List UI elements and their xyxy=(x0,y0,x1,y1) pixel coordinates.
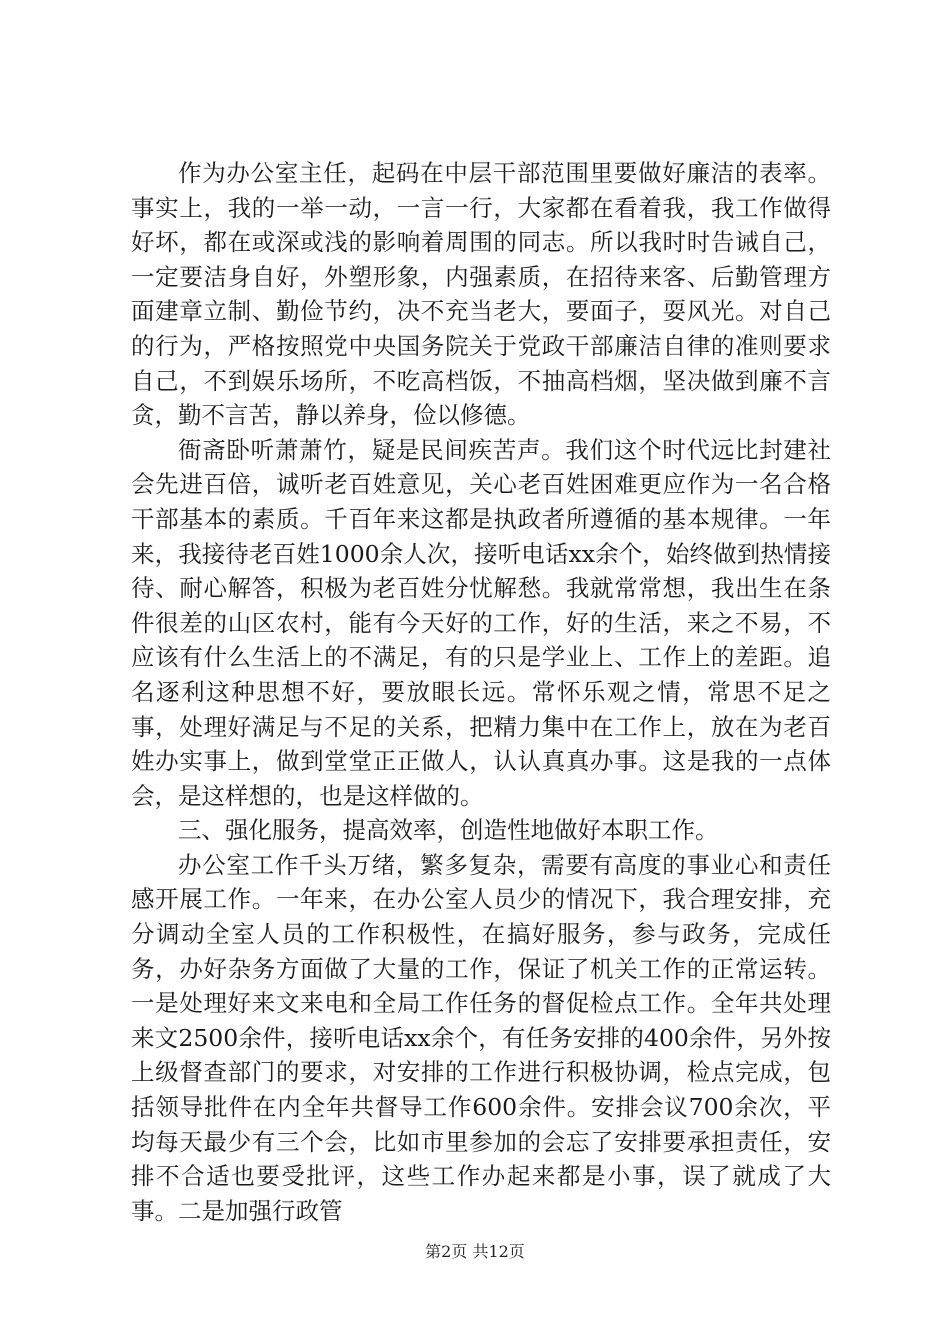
document-body xyxy=(131,156,831,1228)
page-footer: 第2页 共12页 xyxy=(425,1242,525,1261)
paragraph-integrity: 作为办公室主任，起码在中层干部范围里要做好廉洁的表率。事实上，我的一举一动，一言一行，大家都在看着我，我工作做得好坏，都在或深或浅的影响着周围的同志。所以我时时告诫自己，一定要洁身自好，外塑形象，内强素质，在招待来客、后勤管理方面建章立制、勤俭节约，决不充当老大，要面子，耍风光。对自己的行为，严格按照党中央国务院关于党政干部廉洁自律的准则要求自己，不到娱乐场所，不吃高档饭，不抽高档烟，坚决做到廉不言贪，勤不言苦，静以养身，俭以修德。 xyxy=(131,159,831,430)
paragraph-office-work: 办公室工作千头万绪，繁多复杂，需要有高度的事业心和责任感开展工作。一年来，在办公室人员少的情况下，我合理安排，充分调动全室人员的工作积极性，在搞好服务，参与政务，完成任务，办好杂务方面做了大量的工作，保证了机关工作的正常运转。一是处理好来文来电和全局工作任务的督促检点工作。全年共处理来文2500余件，接听电话xx余个，有任务安排的400余件，另外按上级督查部门的要求，对安排的工作进行积极协调，检点完成，包括领导批件在内全年共督导工作600余件。安排会议700余次，平均每天最少有三个会，比如市里参加的会忘了安排要承担责任，安排不合适也要受批评，这些工作办起来都是小事，误了就成了大事。二是加强行政管 xyxy=(131,850,831,1225)
paragraph-public-service: 衙斋卧听萧萧竹，疑是民间疾苦声。我们这个时代远比封建社会先进百倍，诚听老百姓意见，关心老百姓困难更应作为一名合格干部基本的素质。千百年来这都是执政者所遵循的基本规律。一年来，我接待老百姓1000余人次，接听电话xx余个，始终做到热情接待、耐心解答，积极为老百姓分忧解愁。我就常常想，我出生在条件很差的山区农村，能有今天好的工作，好的生活，来之不易，不应该有什么生活上的不满足，有的只是学业上、工作上的差距。追名逐利这种思想不好，要放眼长远。常怀乐观之情，常思不足之事，处理好满足与不足的关系，把精力集中在工作上，放在为老百姓办实事上，做到堂堂正正做人，认认真真办事。这是我的一点体会，是这样想的，也是这样做的。 xyxy=(131,435,831,810)
section-heading-3: 三、强化服务，提高效率，创造性地做好本职工作。 xyxy=(178,816,719,845)
